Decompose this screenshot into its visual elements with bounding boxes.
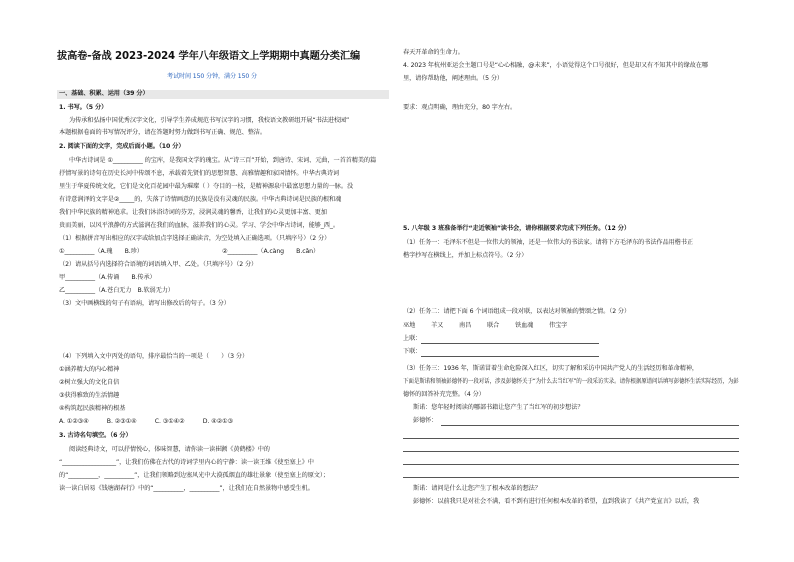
upper-couplet-label: 上联： — [403, 335, 422, 342]
question-3-line: 的“__________，__________”，让我们领略到边塞风光中大漠孤烟直的雄壮景象（使至塞上的原文）； — [59, 472, 329, 479]
task-3-line: （3）任务三：1936 年，斯诺冒着生命危险深入红区，切实了解和采访中国共产党人的生活经历和革命精神， — [403, 365, 698, 372]
subquestion-2: （2）请从括号内选择符合语境的词语填入甲、乙处。（只填序号）（2 分） — [59, 261, 258, 268]
question-1-line: 为传承和弘扬中国优秀汉字文化，引导学生养成规范书写汉字的习惯，我校语文教研组开展“书法进校园” — [69, 117, 350, 124]
subquestion-3: （3）文中画横线的句子有语病，请写出修改后的句子。（3 分） — [59, 300, 230, 307]
question-3-title: 3. 古诗名句填空。（6 分） — [59, 432, 132, 439]
subquestion-2-option-a: 甲__________（A.传诵 B.传承） — [59, 274, 156, 281]
answer-line[interactable] — [403, 477, 739, 478]
question-3-line: “__________________”，让我们仿佛在古代的诗词学里内心的宁静：读一读王维《使至塞上》中 — [59, 459, 314, 466]
couplet-word: 联合 — [487, 322, 500, 329]
subquestion-4-item: ①涵养精大的内心精神 — [59, 366, 120, 373]
answer-line[interactable] — [403, 451, 739, 452]
task-1-line: 楷字抄写在横线上，并加上标点符号。（2 分） — [403, 252, 528, 259]
section-heading: 一、基础、积累、运用（39 分） — [59, 90, 149, 97]
task-1-line: （1）任务一：毛泽东不但是一位伟大的领袖，还是一位伟大的书法家。请将下方毛泽东的书法作品用楷书正 — [403, 239, 693, 246]
dialog-answer-1-label: 彭德怀： — [413, 417, 438, 424]
question-1-title: 1. 书写。（5 分） — [59, 104, 108, 111]
dialog-question-2: 斯诺：请问是什么让您产生了根本改革的想法？ — [413, 485, 541, 492]
task-3-line: 下面是斯诺和领袖彭德怀的一段对话，涉及彭德怀关于“为什么去当红军”的一段采访实录。请你根据原谱问话填写彭德怀生活实际经历，为彭 — [403, 378, 739, 385]
exam-subtitle: 考试时间 150 分钟，满分 150 分 — [167, 73, 257, 80]
passage-line: 我们中华民族的精神追求。让我们沐浴诗词的芬芳，浸润灵魂的馨香，让我们的心灵更加丰富、更加 — [59, 209, 327, 216]
passage-line: 有诗意润泽的文字是②_____的，失落了诗情画意的民族是没有灵魂的民族。中华古典诗词是民族的根和魂 — [59, 196, 342, 203]
answer-line[interactable] — [403, 438, 739, 439]
couplet-word: 伟宝字 — [549, 322, 568, 329]
subquestion-4-item: ③获得雅致的生活情趣 — [59, 392, 120, 399]
subquestion-1-option: ②__________（A.càng B.cǎn） — [222, 248, 320, 255]
question-5-title: 5. 八年级 3 班准备举行“走近领袖”读书会，请你根据要求完成下列任务。（12 分） — [403, 225, 630, 232]
page-title: 拔高卷-备战 2023-2024 学年八年级语文上学期期中真题分类汇编 — [57, 51, 361, 62]
dialog-question-1: 斯诺：您年轻时阅读的哪部书籍让您产生了当红军的初步想法？ — [413, 404, 584, 411]
subquestion-1-option: ①__________（A.瑰 B.珍） — [59, 248, 143, 255]
answer-line[interactable] — [403, 464, 739, 465]
question-4-line: 里，请你帮助他，阐述理由。（5 分） — [403, 75, 504, 82]
upper-couplet-blank[interactable] — [421, 343, 599, 344]
task-3-line: 德怀的回答补充完整。（4 分） — [403, 391, 485, 398]
question-2-title: 2. 阅读下面的文字，完成后面小题。（10 分） — [59, 143, 185, 150]
passage-line: 抒情写景的诗句在历史长河中传颂不息，承载着先贤们的思想智慧、高雅情趣和家国情怀。中华古典诗词 — [59, 170, 340, 177]
couplet-word: 南昌 — [459, 322, 472, 329]
couplet-word: 羊又 — [431, 322, 444, 329]
question-1-line: 本题根据卷面的书写情况评分，请在答题时努力做到书写正确、规范、整洁。 — [59, 129, 266, 136]
dialog-answer-2: 彭德怀：以前我只是对社会不满，看不到有进行任何根本改革的希望，直到我读了《共产党宣言》以后，我 — [413, 498, 700, 505]
subquestion-4-options: A. ①②③④ B. ②③①④ C. ③①④② D. ④②①③ — [59, 418, 233, 425]
subquestion-4-item: ④构筑起民族精神的根基 — [59, 405, 126, 412]
lower-couplet-blank[interactable] — [421, 356, 599, 357]
passage-line: 里生于华夏传统文化，它们是文化百花园中最为璀璨（ ）夺目的一枝，是精神源泉中最富思想力量的一脉。没 — [59, 183, 354, 190]
lower-couplet-label: 下联： — [403, 348, 422, 355]
question-3-line: 读一读白居易《钱塘湖春行》中的“__________，__________”，让我们在自然景物中感受生机。 — [59, 485, 314, 492]
task-2-line: （2）任务二：请把下面 6 个词语组成一段对联，以表达对领袖的赞颂之情。（2 分） — [403, 308, 631, 315]
question-4-line: 4. 2023 年杭州亚运会主题口号是“心心相融，@未来”，小语觉得这个口号很好，但是却又有不知其中的缘故在哪 — [403, 62, 708, 69]
subquestion-4: （4）下列填入文中丙处的语句，排序最恰当的一项是（ ）（3 分） — [59, 353, 249, 360]
passage-line: 贵而美丽，以风平浪静的方式滋润在我们的血脉，滋养我们的心灵。学习、学会中华古诗词，能够_西_。 — [59, 222, 339, 229]
continued-line: 春天开革命的生命力。 — [403, 49, 464, 56]
couplet-word: 巫地 — [403, 322, 416, 329]
couplet-word: 铁血魂 — [515, 322, 534, 329]
subquestion-1: （1）根据拼音写出相应的汉字或给加点字选择正确读音，为空处填入正确选项。（只填序号）（2 分） — [59, 235, 331, 242]
passage-line: 中华古诗词是 ①__________ 的宝库，是我国文学的瑰宝。从“诗三百”开始，到唐诗、宋词、元曲，一首首精美的篇 — [69, 157, 377, 164]
question-4-requirement: 要求：观点明确，理由充分，80 字左右。 — [403, 104, 517, 111]
subquestion-2-option-b: 乙__________（A.苍白无力 B.软弱无力） — [59, 287, 174, 294]
answer-line[interactable] — [441, 425, 739, 426]
question-3-line: 阅读经典诗文，可以抒情悦心，体味智慧，请你读一读崔颢《黄鹤楼》中的 — [69, 446, 270, 453]
subquestion-4-item: ②树立强大的文化自信 — [59, 379, 120, 386]
